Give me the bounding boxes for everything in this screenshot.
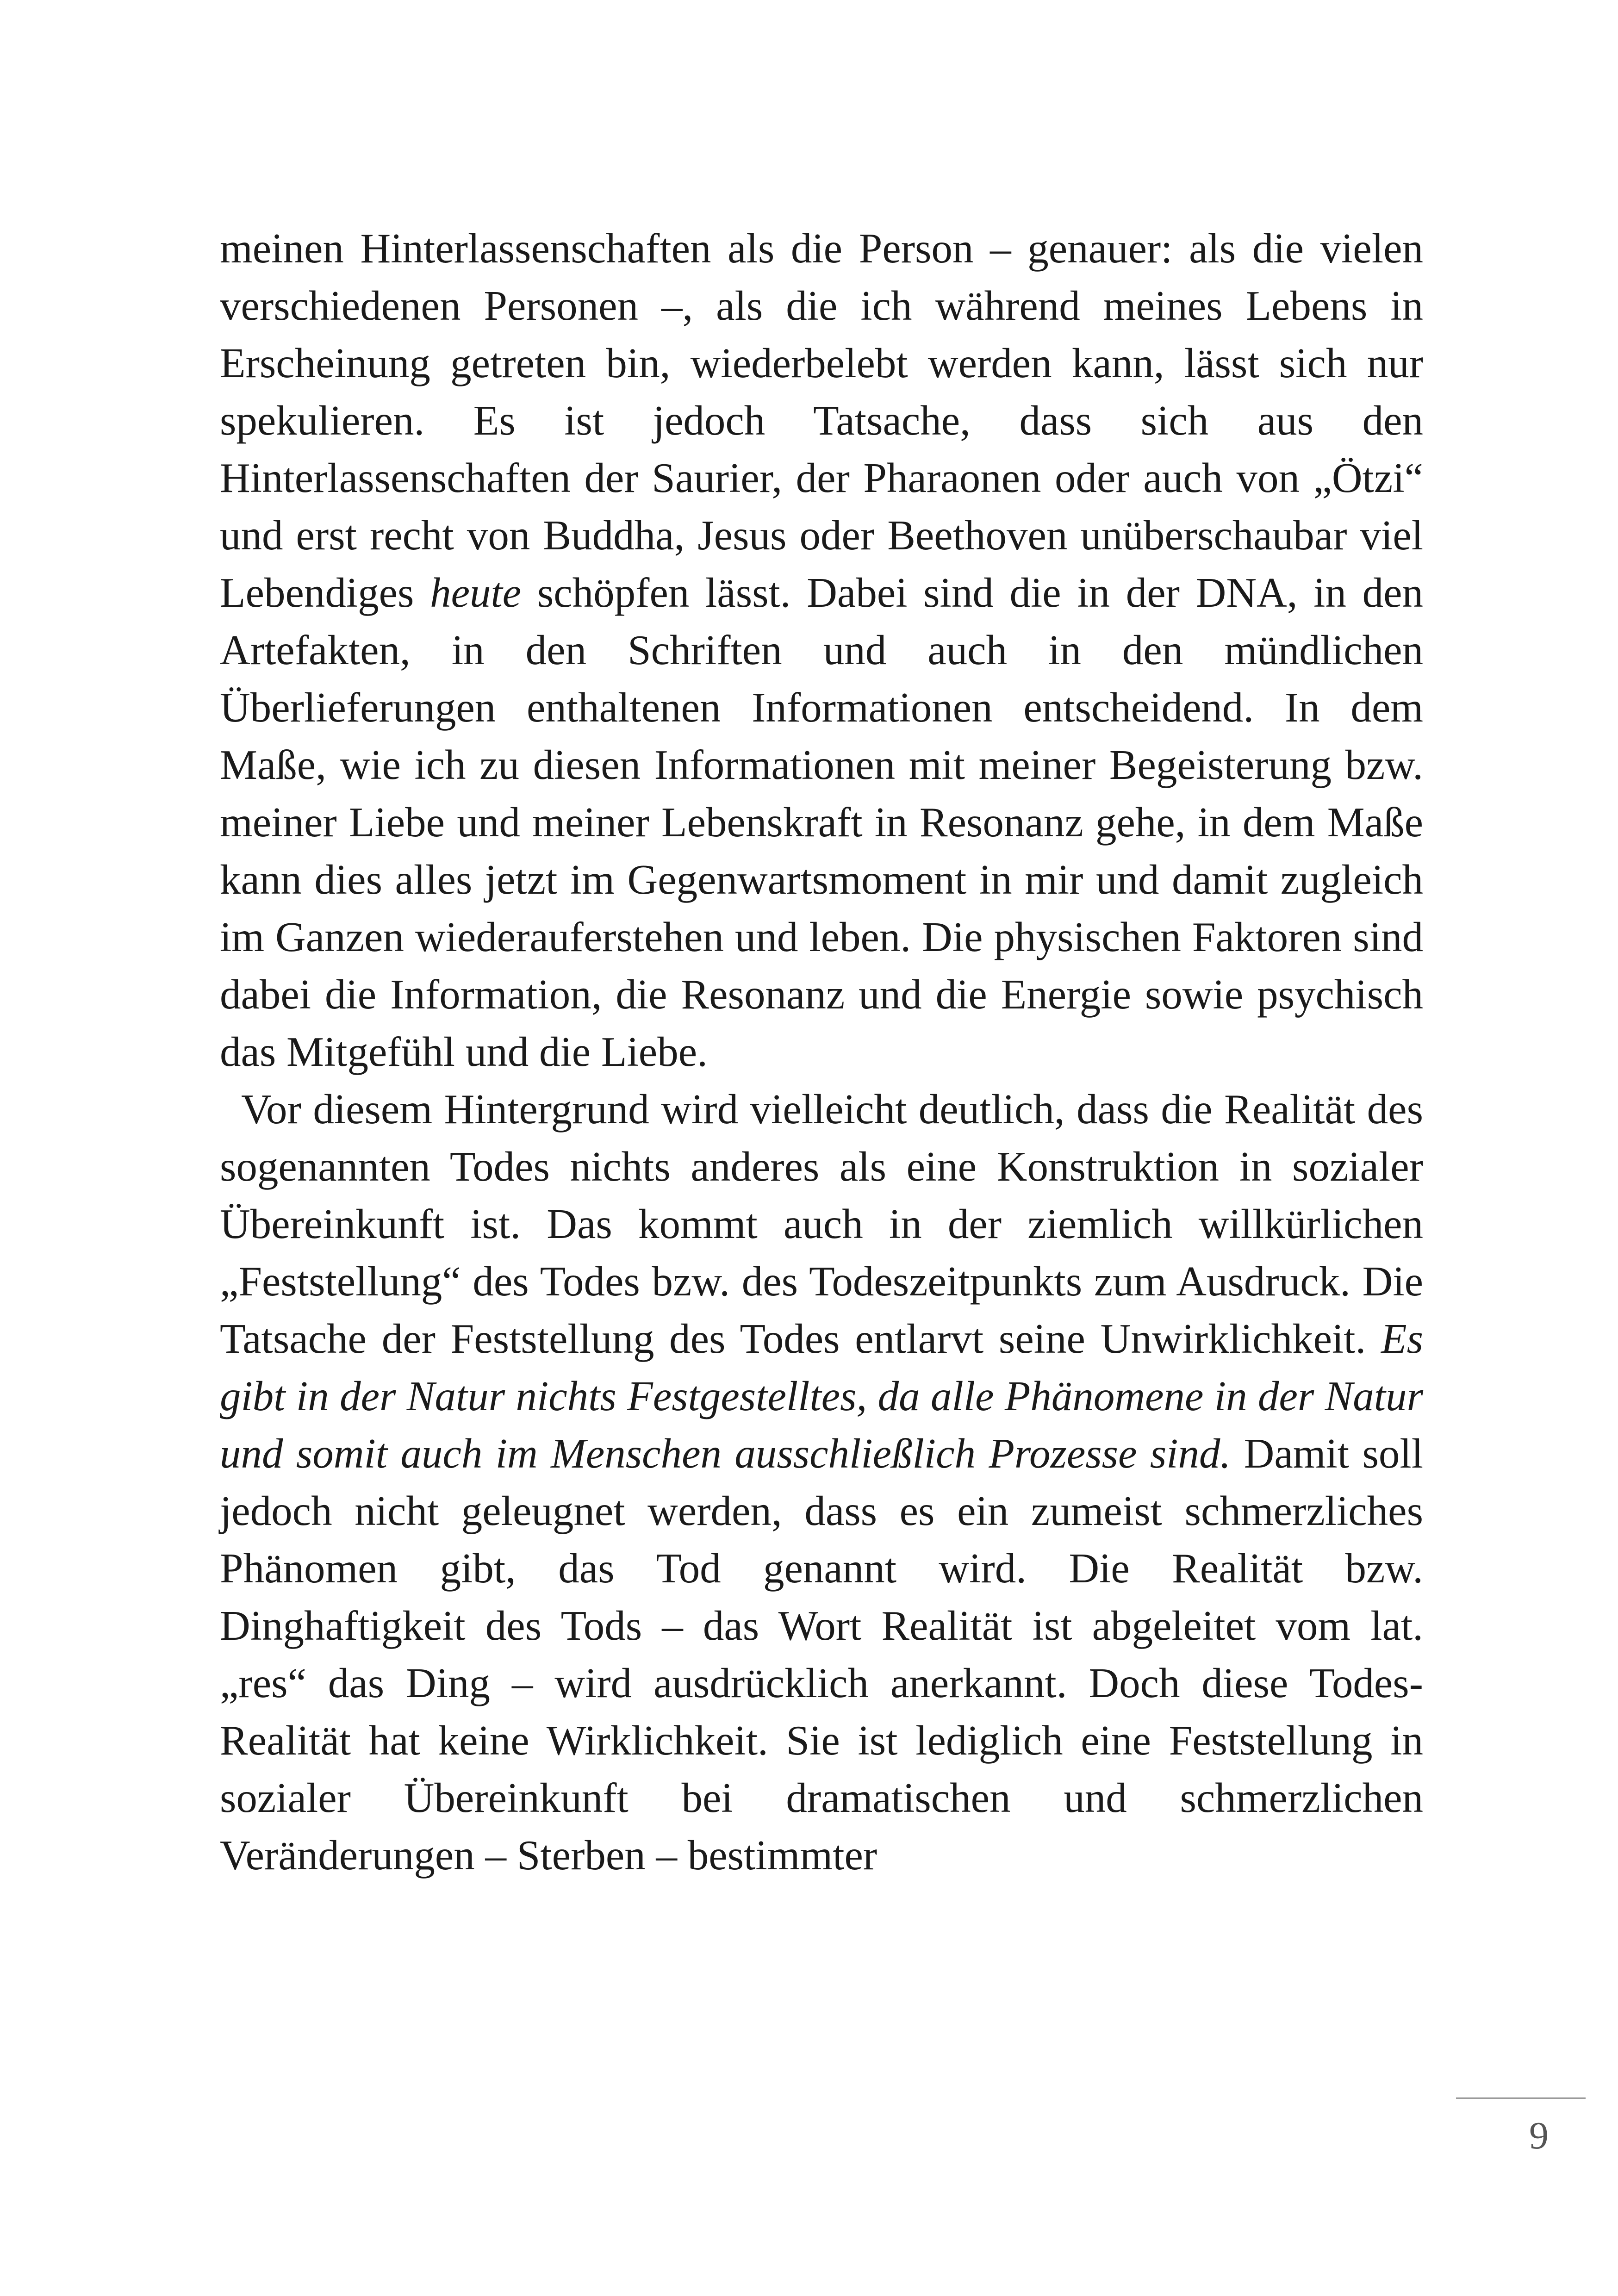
body-text xyxy=(220,220,1423,1884)
paragraph-1-emphasis: heute xyxy=(430,569,522,616)
page-number-rule xyxy=(1456,2097,1586,2099)
paragraph-1 xyxy=(220,220,1423,1081)
paragraph-2-emphasis: Es gibt in der Natur nichts Festgestelltes, da alle Phänomene in der Natur und somit auch im Menschen ausschließlich Prozesse sind. xyxy=(220,1315,1423,1477)
paragraph-1-part-1: meinen Hinterlassenschaften als die Person – genauer: als die vielen verschiedenen Personen –, als die ich während meines Lebens in Erscheinung getreten bin, wiederbelebt werden kann, lässt sich nur spekulieren. Es ist jedoch Tatsache, dass sich aus den Hinterlassenschaften der Saurier, der Pharaonen oder auch von „Ötzi“ und erst recht von Buddha, Jesus oder Beethoven unüberschaubar viel Lebendiges xyxy=(220,225,1423,616)
paragraph-2 xyxy=(220,1081,1423,1884)
paragraph-1-part-2: schöpfen lässt. Dabei sind die in der DNA, in den Artefakten, in den Schriften und auch in den mündlichen Überlieferungen enthaltenen Informationen entscheidend. In dem Maße, wie ich zu diesen Informationen mit meiner Begeisterung bzw. meiner Liebe und meiner Lebenskraft in Resonanz gehe, in dem Maße kann dies alles jetzt im Gegenwartsmoment in mir und damit zugleich im Ganzen wiederauferstehen und leben. Die physischen Faktoren sind dabei die Information, die Resonanz und die Energie sowie psychisch das Mitgefühl und die Liebe. xyxy=(220,569,1424,1075)
paragraph-2-part-2: Damit soll jedoch nicht geleugnet werden, dass es ein zumeist schmerzliches Phänomen gibt, das Tod genannt wird. Die Realität bzw. Dinghaftigkeit des Tods – das Wort Realität ist abgeleitet vom lat. „res“ das Ding – wird ausdrücklich anerkannt. Doch diese Todes-Realität hat keine Wirklichkeit. Sie ist lediglich eine Feststellung in sozialer Übereinkunft bei dramatischen und schmerzlichen Veränderungen – Sterben – bestimmter xyxy=(220,1430,1423,1879)
paragraph-2-part-1: Vor diesem Hintergrund wird vielleicht deutlich, dass die Realität des sogenannten Todes nichts anderes als eine Konstruktion in sozialer Übereinkunft ist. Das kommt auch in der ziemlich willkürlichen „Feststellung“ des Todes bzw. des Todeszeitpunkts zum Ausdruck. Die Tatsache der Feststellung des Todes entlarvt seine Unwirklichkeit. xyxy=(220,1086,1423,1362)
page-number: 9 xyxy=(1529,2114,1549,2157)
